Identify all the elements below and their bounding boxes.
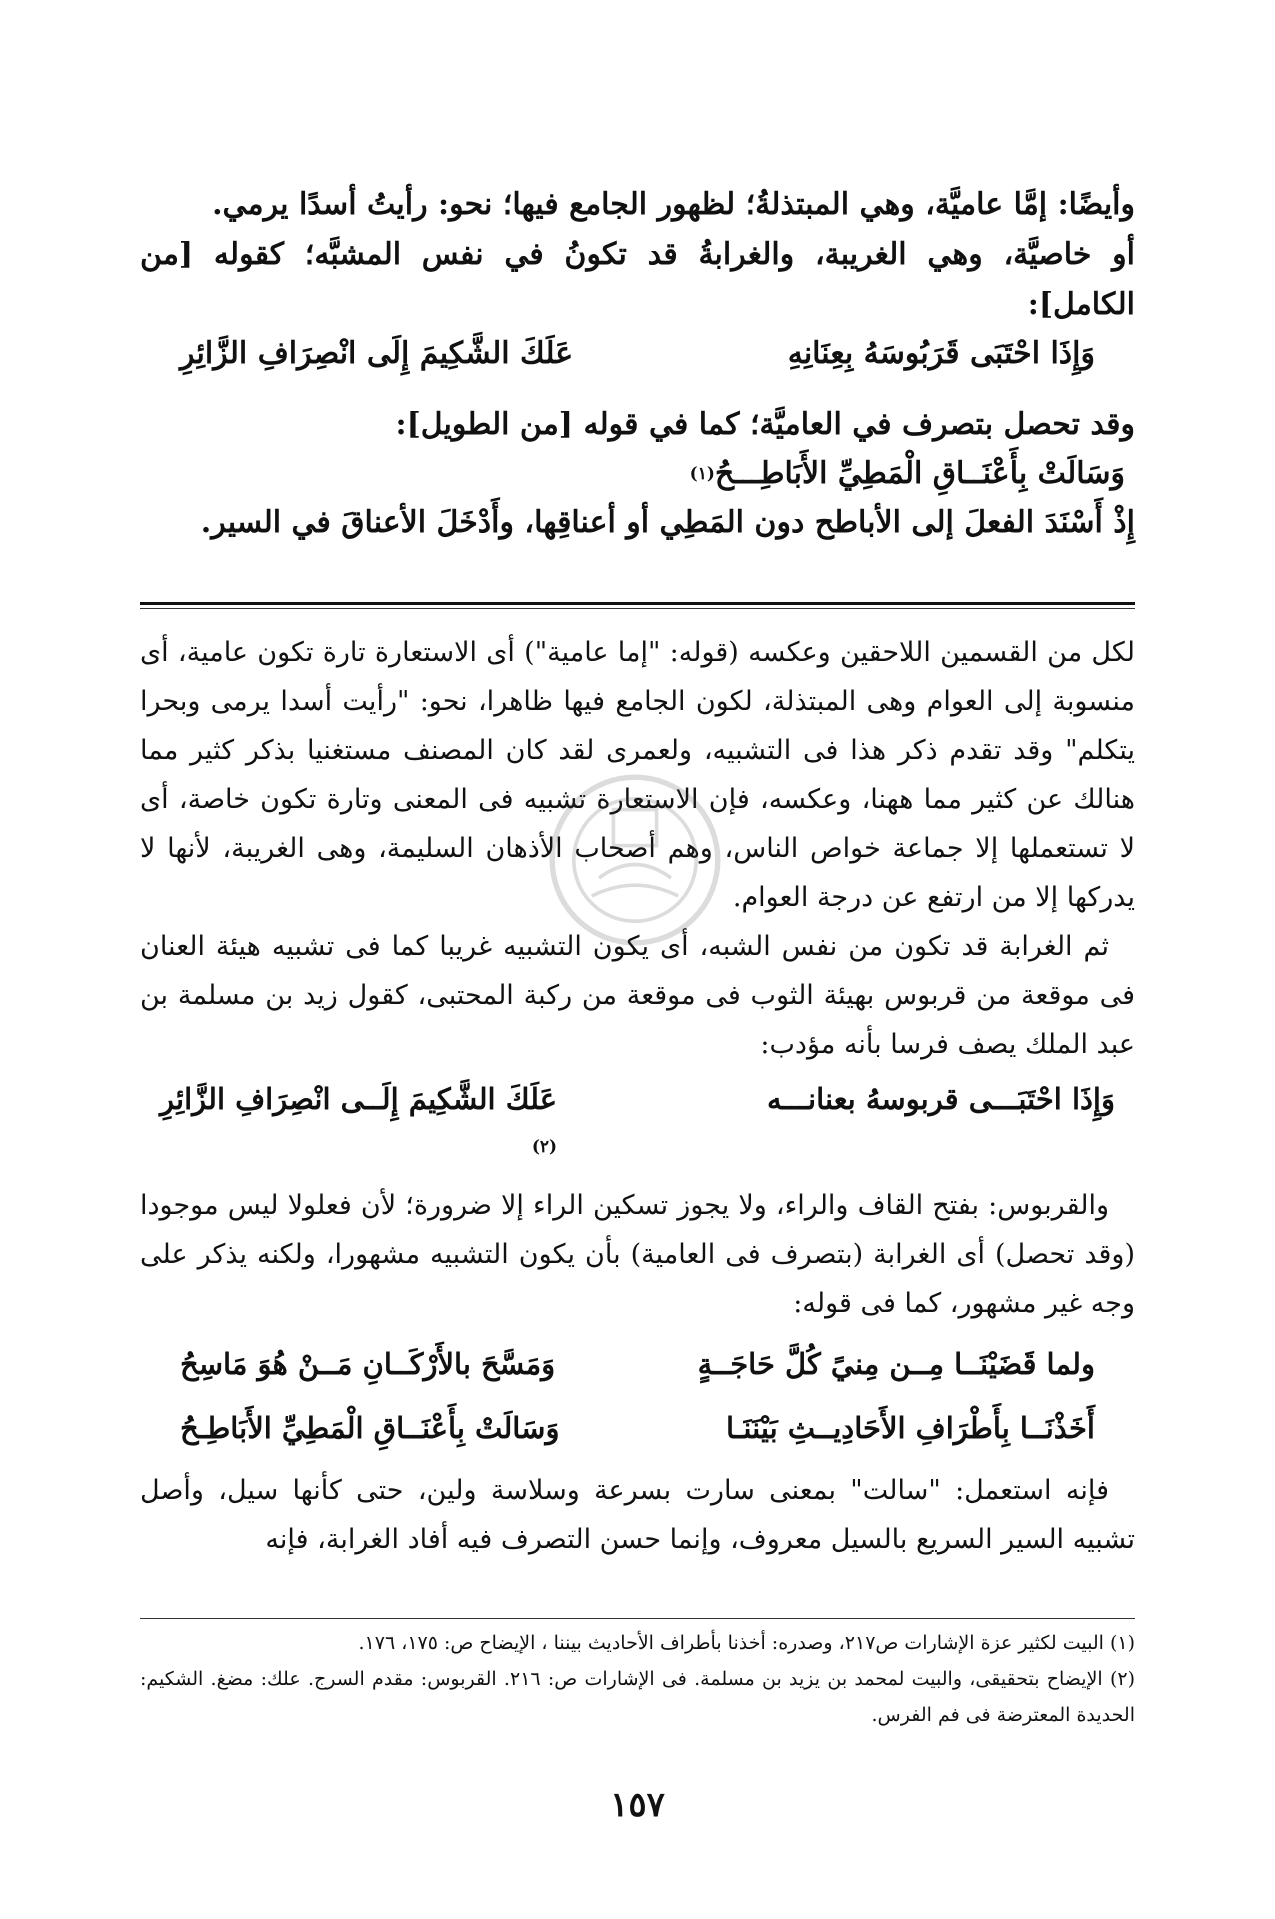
page-number: ١٥٧: [610, 1785, 665, 1825]
footnotes-section: [140, 1625, 1135, 1733]
commentary-verse-1: [140, 1069, 1135, 1181]
commentary-verse-2-hemistich-left: وَمَسَّحَ بالأَرْكَــانِ مَــنْ هُوَ مَاسِحُ: [180, 1347, 556, 1381]
commentary-verse-3-hemistich-right: أَخَذْنَــا بِأَطْرَافِ الأَحَادِيــثِ بَيْنَنَـا: [726, 1411, 1095, 1445]
matn-verse-2: [140, 450, 1135, 498]
matn-line-3: وقد تحصل بتصرف في العاميَّة؛ كما في قوله [من الطويل]:: [395, 407, 1135, 442]
footnote-mark-1: (١): [689, 464, 715, 484]
section-divider: [140, 602, 1135, 605]
commentary-paragraph-4: فإنه استعمل: "سالت" بمعنى سارت بسرعة وسلاسة ولين، حتى كأنها سيل، وأصل تشبيه السير السريع بالسيل معروف، وإنما حسن التصرف فيه أفاد الغرابة، فإنه: [140, 1475, 1135, 1555]
commentary-paragraph-1: لكل من القسمين اللاحقين وعكسه (قوله: "إما عامية") أى الاستعارة تارة تكون عامية، أى منسوبة إلى العوام وهى المبتذلة، لكون الجامع فيها ظاهرا، نحو: "رأيت أسدا يرمى وبحرا يتكلم" وقد تقدم ذكر هذا فى التشبيه، ولعمرى لقد كان المصنف مستغنيا بذكر كثير مما هنالك عن كثير مما ههنا، وعكسه، فإن الاستعارة تشبيه فى المعنى وتارة تكون خاصة، أى لا تستعملها إلا جماعة خواص الناس، وهم أصحاب الأذهان السليمة، وهى الغريبة، لأنها لا يدركها إلا من ارتفع عن درجة العوام.: [140, 637, 1135, 913]
matn-section: [140, 180, 1135, 548]
commentary-verse-1-hemistich-left: [160, 1075, 557, 1171]
commentary-verse-2-hemistich-right: ولما قَضَيْنَــا مِــن مِنيً كُلَّ حَاجَــةٍ: [697, 1347, 1095, 1381]
section-divider-thin: [140, 608, 1135, 609]
commentary-verse-2: [140, 1328, 1135, 1394]
commentary-paragraph-2: ثم الغرابة قد تكون من نفس الشبه، أى يكون التشبيه غريبا كما فى تشبيه هيئة العنان فى موقعة من قربوس بهيئة الثوب فى موقعة من ركبة المحتبى، كقول زيد بن مسلمة بن عبد الملك يصف فرسا بأنه مؤدب:: [140, 931, 1135, 1060]
matn-verse-2-text: وَسَالَتْ بِأَعْنَــاقِ الْمَطِيِّ الأَبَاطِـــحُ: [714, 456, 1125, 491]
matn-verse-1-hemistich-left: عَلَكَ الشَّكِيمَ إِلَى انْصِرَافِ الزَّائِرِ: [180, 336, 574, 371]
matn-line-2: أو خاصيَّة، وهي الغريبة، والغرابةُ قد تكونُ في نفس المشبَّه؛ كقوله [من الكامل]:: [140, 237, 1135, 322]
footnote-2: (٢) الإيضاح بتحقيقى، والبيت لمحمد بن يزيد بن مسلمة. فى الإشارات ص: ٢١٦. القربوس: مقدم السرج. علك: مضغ. الشكيم: الحديدة المعترضة فى فم الفرس.: [140, 1668, 1136, 1726]
commentary-paragraph-3: والقربوس: بفتح القاف والراء، ولا يجوز تسكين الراء إلا ضرورة؛ لأن فعلولا ليس موجودا (وقد تحصل) أى الغرابة (بتصرف فى العامية) بأن يكون التشبيه مشهورا، ولكنه يذكر على وجه غير مشهور، كما فى قوله:: [140, 1190, 1135, 1319]
commentary-section: [140, 628, 1135, 1564]
footnote-mark-2: (٢): [531, 1137, 558, 1157]
matn-verse-1: [140, 330, 1135, 378]
footnote-1: (١) البيت لكثير عزة الإشارات ص٢١٧، وصدره: أخذنا بأطراف الأحاديث بيننا ، الإيضاح ص: ١٧٥، ١٧٦.: [358, 1632, 1135, 1654]
matn-verse-1-hemistich-right: وَإِذَا احْتَبَى قَرَبُوسَهُ بِعِنَانِهِ: [787, 336, 1095, 371]
commentary-verse-3: [140, 1394, 1135, 1466]
matn-line-4: إِذْ أَسْنَدَ الفعلَ إلى الأباطح دون المَطِي أو أعناقِها، وأَدْخَلَ الأعناقَ في السير.: [200, 505, 1135, 540]
library-seal-watermark-icon: [545, 770, 725, 950]
matn-line-1: وأيضًا: إمَّا عاميَّة، وهي المبتذلةُ؛ لظهور الجامع فيها؛ نحو: رأيتُ أسدًا يرمي.: [212, 187, 1135, 222]
commentary-verse-3-hemistich-left: وَسَالَتْ بِأَعْنَــاقِ الْمَطِيِّ الأَبَاطِـحُ: [180, 1411, 560, 1445]
commentary-verse-1-left-text: عَلَكَ الشَّكِيمَ إِلَــى انْصِرَافِ الزَّائِرِ: [160, 1082, 558, 1116]
commentary-verse-1-hemistich-right: وَإِذَا احْتَبَـــى قربوسهُ بعنانـــه: [767, 1082, 1115, 1116]
footnote-divider: [140, 1618, 1135, 1619]
